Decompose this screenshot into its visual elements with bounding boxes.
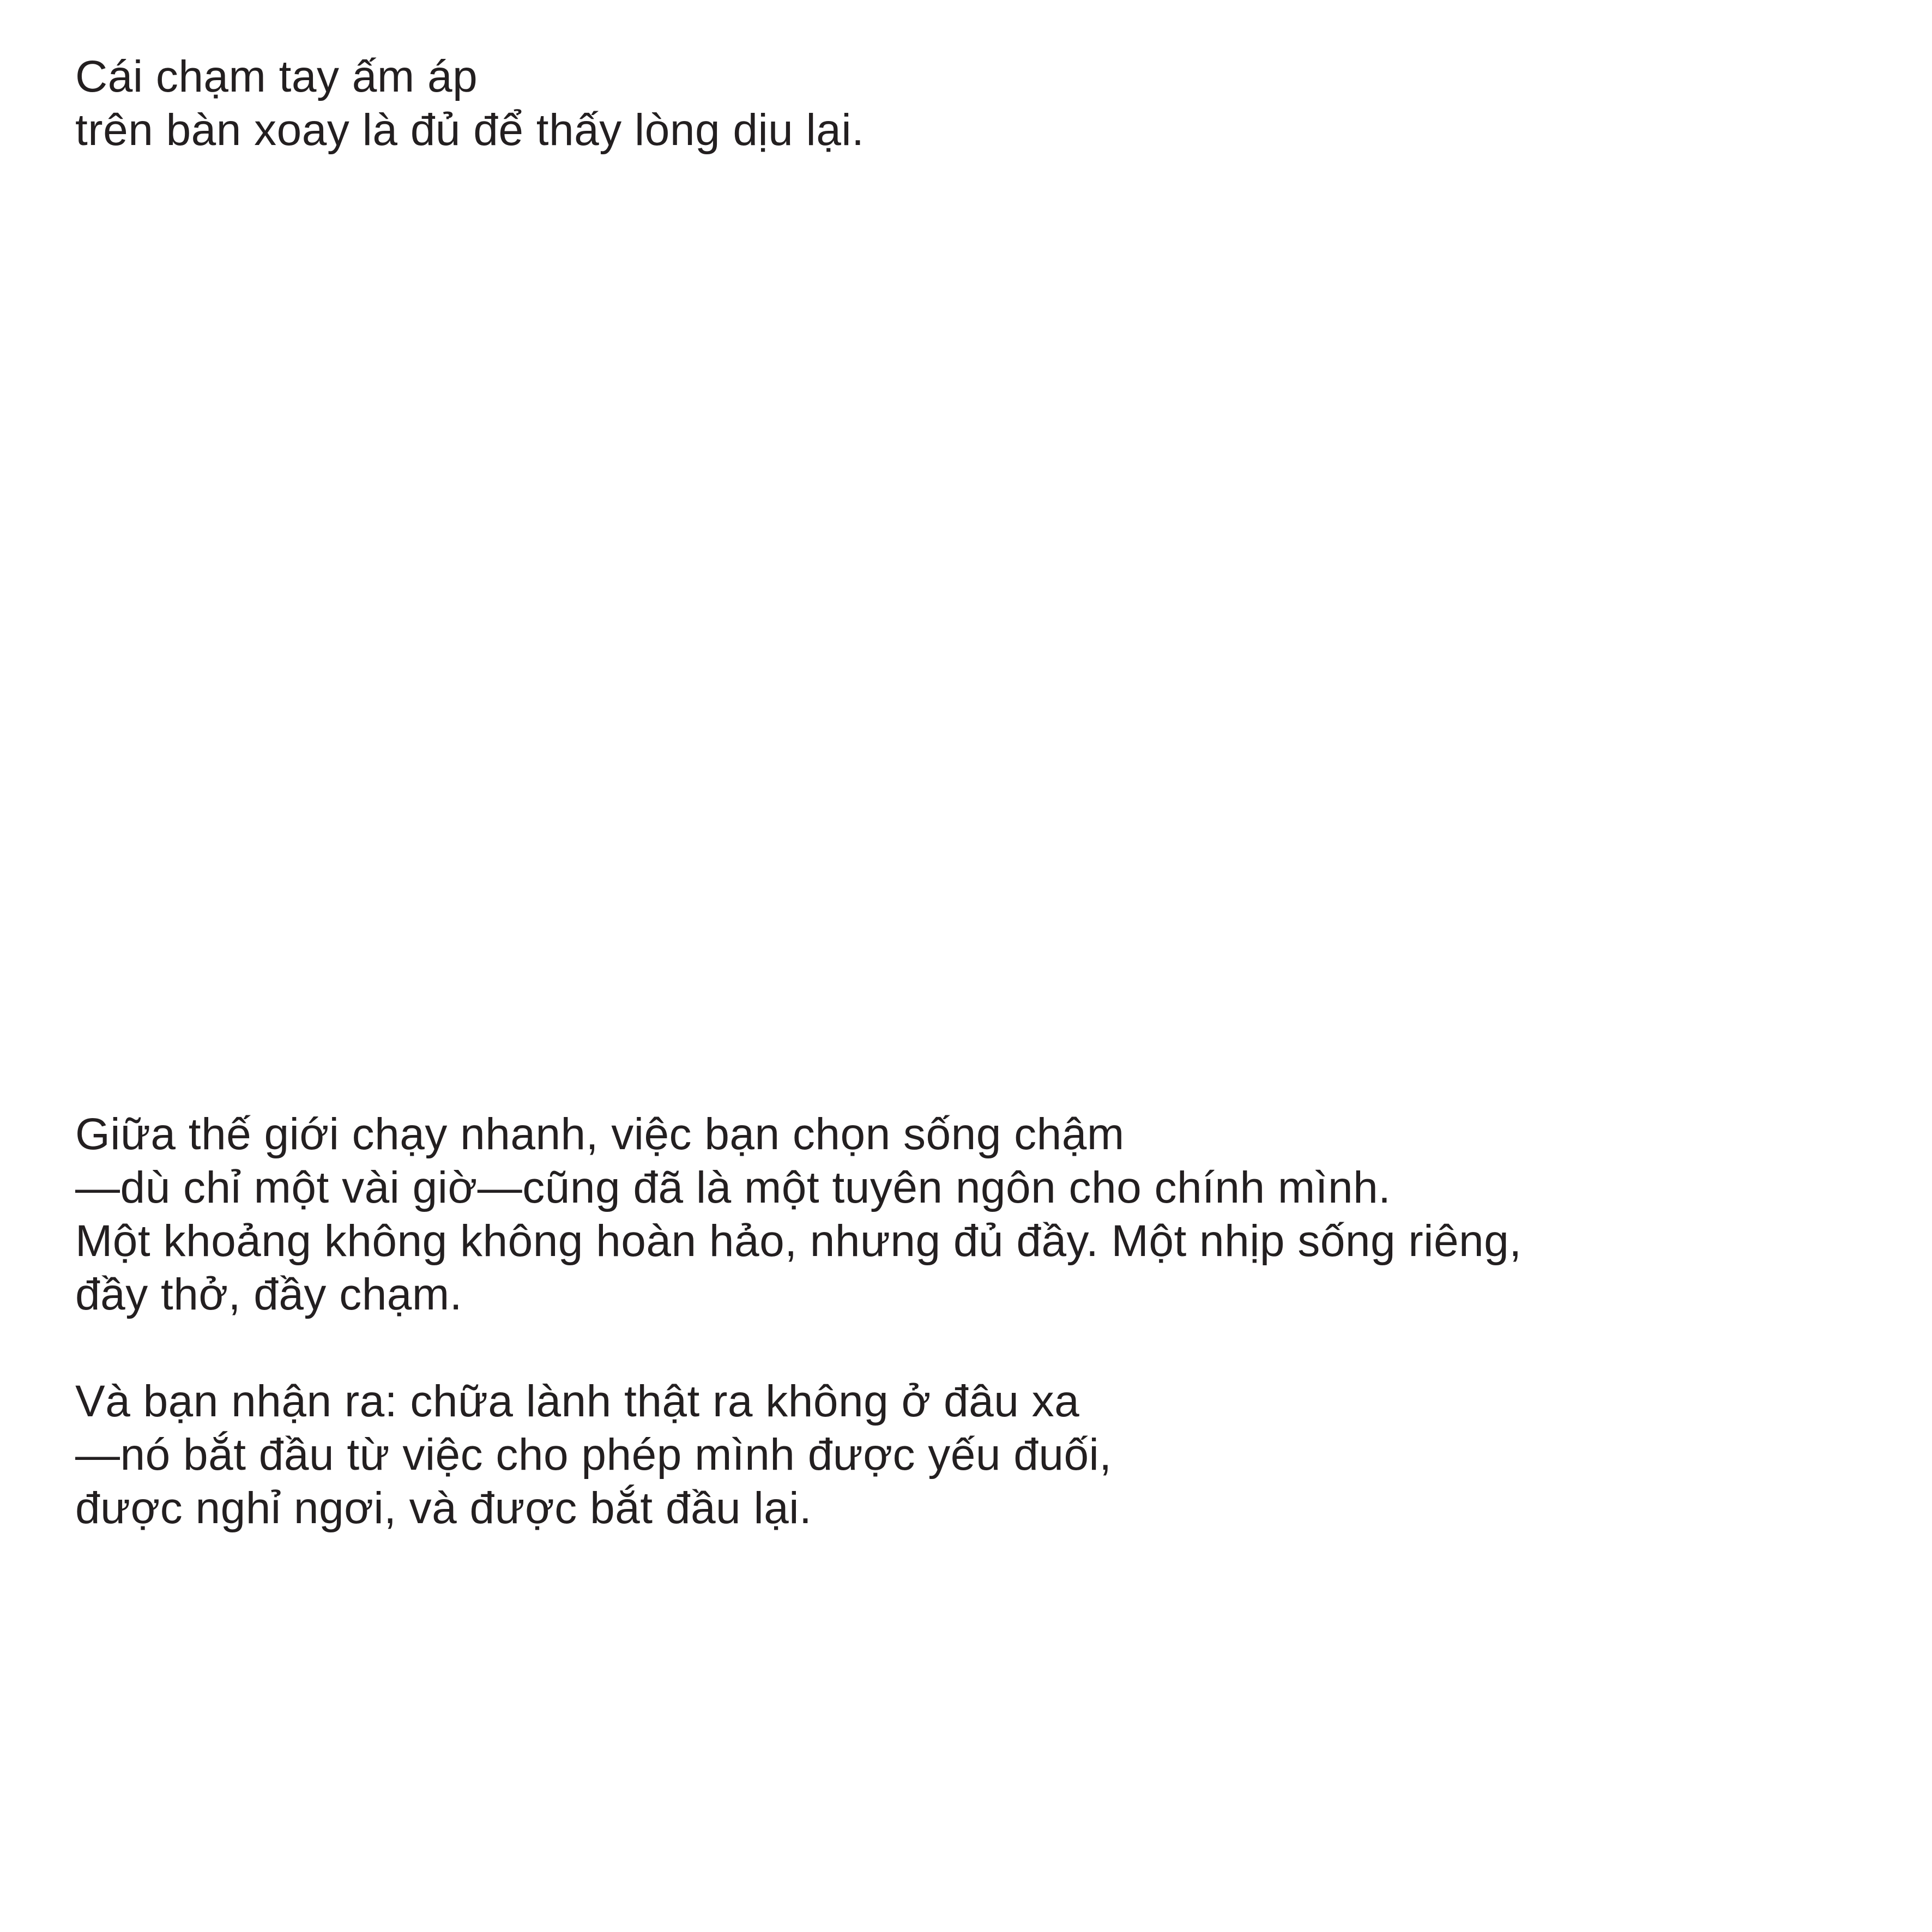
intro-line: trên bàn xoay là đủ để thấy lòng dịu lại.	[75, 105, 865, 155]
middle-paragraph	[75, 1108, 1522, 1321]
intro-paragraph	[75, 50, 864, 157]
closing-line: —nó bắt đầu từ việc cho phép mình được yếu đuối,	[75, 1430, 1112, 1480]
middle-line: đầy thở, đầy chạm.	[75, 1270, 463, 1319]
closing-line: được nghỉ ngơi, và được bắt đầu lại.	[75, 1483, 812, 1533]
middle-line: Giữa thế giới chạy nhanh, việc bạn chọn sống chậm	[75, 1109, 1125, 1159]
middle-line: Một khoảng không không hoàn hảo, nhưng đủ đầy. Một nhịp sống riêng,	[75, 1216, 1522, 1266]
intro-line: Cái chạm tay ấm áp	[75, 52, 478, 101]
closing-line: Và bạn nhận ra: chữa lành thật ra không ở đâu xa	[75, 1376, 1080, 1426]
closing-paragraph	[75, 1375, 1112, 1535]
middle-line: —dù chỉ một vài giờ—cũng đã là một tuyên ngôn cho chính mình.	[75, 1163, 1391, 1212]
